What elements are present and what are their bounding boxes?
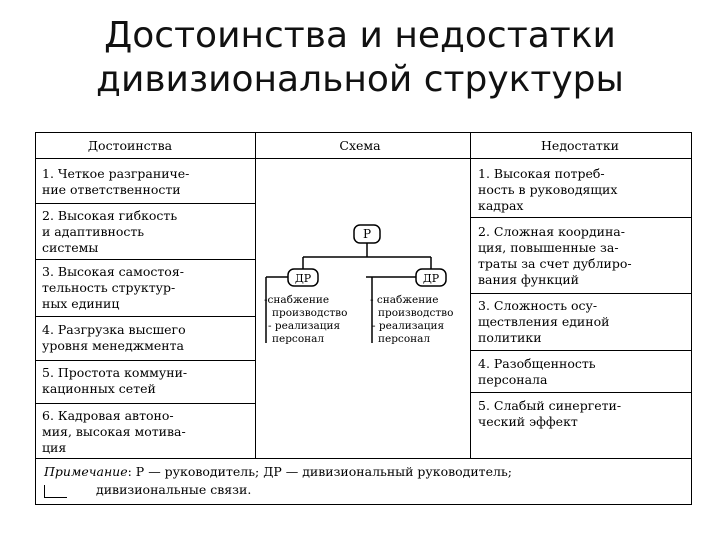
division-manager-node-right-label: ДР bbox=[422, 272, 440, 285]
disadvantage-item: 1. Высокая потреб- ность в руководящих кадрах bbox=[478, 166, 618, 213]
note-label: Примечание bbox=[44, 464, 128, 479]
adv-row-separator bbox=[35, 403, 255, 404]
disadvantage-item: 5. Слабый синергети- ческий эффект bbox=[478, 398, 622, 429]
advantage-item: 3. Высокая самостоя- тельность структур- ных единиц bbox=[42, 264, 184, 311]
note-text: : Р — руководитель; ДР — дивизиональный руководитель; bbox=[127, 464, 512, 479]
dis-row-separator bbox=[470, 350, 692, 351]
function-label: - реализация bbox=[268, 320, 341, 332]
function-label: производство bbox=[378, 307, 454, 319]
division-manager-node-left-label: ДР bbox=[294, 272, 312, 285]
advantage-item: 1. Четкое разграниче- ние ответственности bbox=[42, 166, 190, 197]
page-title: Достоинства и недостатки дивизиональной структуры bbox=[96, 15, 624, 100]
manager-node-label: Р bbox=[362, 227, 372, 241]
function-label: персонал bbox=[378, 333, 431, 345]
adv-row-separator bbox=[35, 259, 255, 260]
function-label: персонал bbox=[272, 333, 325, 345]
dis-row-separator bbox=[470, 293, 692, 294]
disadvantage-item: 3. Сложность осу- ществления единой политики bbox=[478, 298, 610, 345]
header-separator bbox=[35, 158, 692, 159]
function-label: производство bbox=[272, 307, 348, 319]
dis-row-separator bbox=[470, 217, 692, 218]
function-label: - снабжение bbox=[370, 294, 439, 306]
adv-row-separator bbox=[35, 360, 255, 361]
note-line-2 bbox=[44, 481, 689, 499]
divisional-scheme-diagram bbox=[256, 215, 470, 360]
note-text-line2: дивизиональные связи. bbox=[96, 482, 252, 497]
advantage-item: 4. Разгрузка высшего уровня менеджмента bbox=[42, 322, 186, 353]
note-separator bbox=[35, 458, 692, 459]
dis-row-separator bbox=[470, 392, 692, 393]
function-label: -снабжение bbox=[264, 294, 330, 306]
divisional-link-symbol bbox=[44, 485, 67, 498]
header-disadvantages: Недостатки bbox=[541, 138, 619, 153]
disadvantage-item: 2. Сложная координа- ция, повышенные за- траты за счет дублиро- вания функций bbox=[478, 224, 632, 287]
disadvantage-item: 4. Разобщенность персонала bbox=[478, 356, 596, 387]
column-divider-right bbox=[470, 132, 471, 459]
header-scheme: Схема bbox=[339, 138, 381, 153]
advantage-item: 6. Кадровая автоно- мия, высокая мотива- ция bbox=[42, 408, 186, 455]
advantage-item: 2. Высокая гибкость и адаптивность системы bbox=[42, 208, 178, 255]
advantage-item: 5. Простота коммуни- кационных сетей bbox=[42, 365, 188, 396]
note-line-1 bbox=[44, 463, 689, 481]
table-note bbox=[44, 463, 689, 499]
function-label: - реализация bbox=[372, 320, 445, 332]
adv-row-separator bbox=[35, 203, 255, 204]
adv-row-separator bbox=[35, 316, 255, 317]
header-advantages: Достоинства bbox=[87, 138, 173, 153]
